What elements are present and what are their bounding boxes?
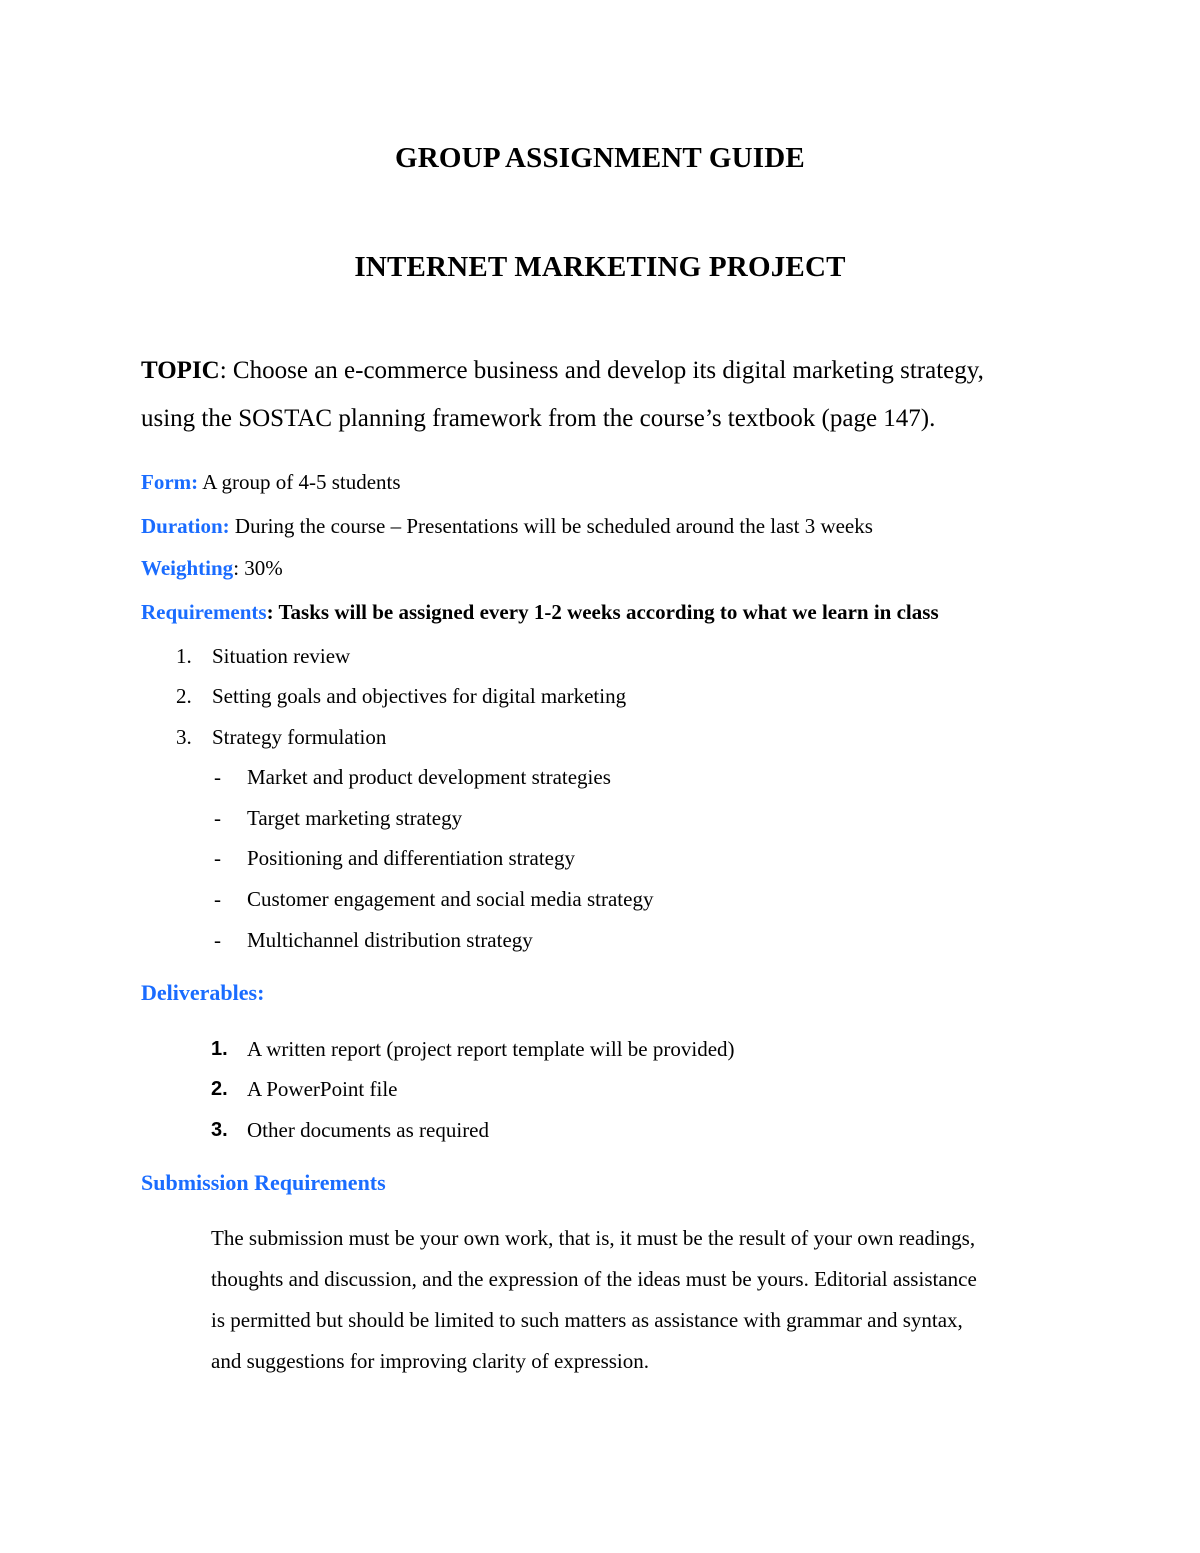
deliverables-heading: Deliverables: [141, 980, 265, 1005]
list-item: Situation review [212, 644, 351, 668]
duration-label: Duration: [141, 514, 230, 538]
submission-line: and suggestions for improving clarity of expression. [211, 1349, 650, 1373]
deliverable-marker: 1. [211, 1038, 228, 1060]
sublist-item: Positioning and differentiation strategy [247, 846, 575, 870]
topic-line-2: using the SOSTAC planning framework from the course’s textbook (page 147). [141, 405, 936, 432]
submission-line: is permitted but should be limited to such matters as assistance with grammar and syntax, [211, 1308, 963, 1332]
form-field [141, 470, 401, 495]
submission-line: thoughts and discussion, and the expression of the ideas must be yours. Editorial assistance [211, 1267, 977, 1291]
weighting-field [141, 556, 283, 581]
list-marker: 2. [176, 684, 192, 708]
deliverable-marker: 2. [211, 1078, 228, 1100]
list-item: Setting goals and objectives for digital marketing [212, 684, 627, 708]
duration-value: During the course – Presentations will be scheduled around the last 3 weeks [229, 514, 873, 538]
submission-heading: Submission Requirements [141, 1170, 386, 1195]
list-marker: 3. [176, 725, 192, 749]
topic-text-1: : Choose an e-commerce business and develop its digital marketing strategy, [219, 357, 984, 384]
requirements-colon: : [266, 600, 274, 624]
sublist-marker: - [214, 887, 221, 911]
deliverable-item: A PowerPoint file [247, 1077, 398, 1101]
requirements-value: Tasks will be assigned every 1-2 weeks according to what we learn in class [273, 600, 939, 624]
duration-field [141, 514, 873, 539]
weighting-label: Weighting [141, 556, 234, 580]
document-title: GROUP ASSIGNMENT GUIDE [395, 142, 805, 174]
deliverable-item: A written report (project report template will be provided) [247, 1037, 735, 1061]
deliverable-item: Other documents as required [247, 1118, 490, 1142]
sublist-item: Multichannel distribution strategy [247, 928, 533, 952]
sublist-marker: - [214, 765, 221, 789]
form-label: Form: [141, 470, 199, 494]
sublist-item: Market and product development strategies [247, 765, 611, 789]
weighting-value: : 30% [233, 556, 283, 580]
document-subtitle: INTERNET MARKETING PROJECT [354, 251, 846, 283]
submission-line: The submission must be your own work, that is, it must be the result of your own readings, [211, 1226, 976, 1250]
sublist-marker: - [214, 928, 221, 952]
deliverable-marker: 3. [211, 1119, 228, 1141]
list-marker: 1. [176, 644, 192, 668]
topic-label: TOPIC [141, 357, 220, 384]
sublist-marker: - [214, 806, 221, 830]
list-item: Strategy formulation [212, 725, 387, 749]
requirements-field [141, 600, 939, 625]
requirements-label: Requirements [141, 600, 267, 624]
sublist-item: Target marketing strategy [247, 806, 463, 830]
form-value: A group of 4-5 students [198, 470, 401, 494]
topic-line-1 [141, 357, 984, 385]
sublist-marker: - [214, 846, 221, 870]
sublist-item: Customer engagement and social media strategy [247, 887, 654, 911]
